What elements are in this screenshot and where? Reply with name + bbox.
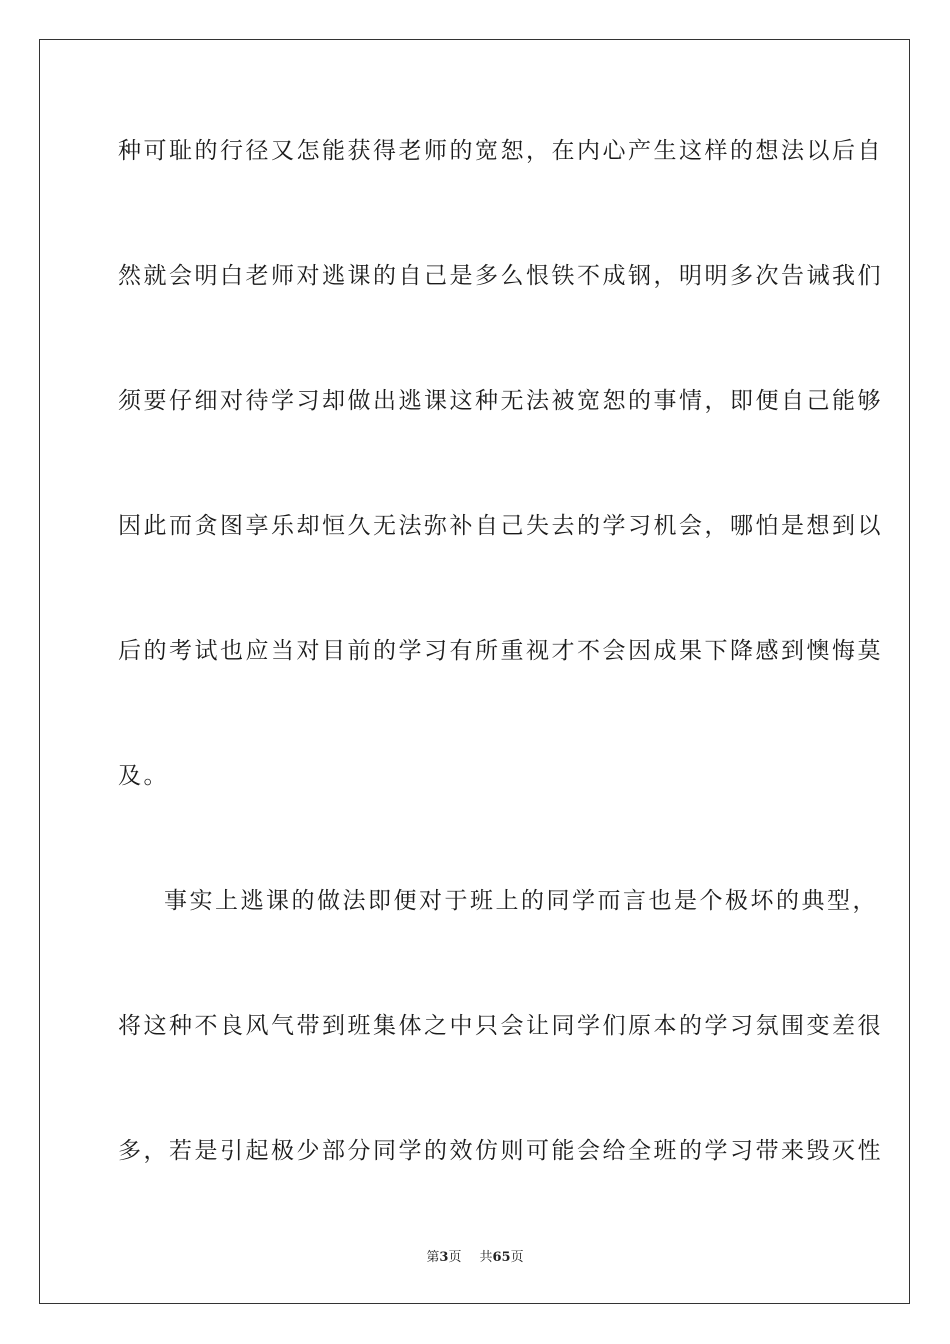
total-pages: 65 <box>492 1250 511 1265</box>
body-text-line: 须要仔细对待学习却做出逃课这种无法被宽恕的事情，即便自己能够 <box>118 388 883 414</box>
body-text-line: 将这种不良风气带到班集体之中只会让同学们原本的学习氛围变差很 <box>118 1013 883 1039</box>
body-text-line: 然就会明白老师对逃课的自己是多么恨铁不成钢，明明多次告诫我们 <box>118 263 883 289</box>
total-prefix: 共 <box>479 1250 493 1265</box>
page-footer <box>0 1246 950 1265</box>
page-suffix: 页 <box>448 1250 462 1265</box>
body-text-line: 后的考试也应当对目前的学习有所重视才不会因成果下降感到懊悔莫 <box>118 638 883 664</box>
paragraph-first-line: 事实上逃课的做法即便对于班上的同学而言也是个极坏的典型， <box>164 888 878 914</box>
page-number: 3 <box>439 1250 449 1265</box>
body-text-line: 多，若是引起极少部分同学的效仿则可能会给全班的学习带来毁灭性 <box>118 1138 883 1164</box>
body-text-line: 及。 <box>118 763 169 789</box>
body-text-line: 因此而贪图享乐却恒久无法弥补自己失去的学习机会，哪怕是想到以 <box>118 513 883 539</box>
total-suffix: 页 <box>510 1250 524 1265</box>
body-text-line: 种可耻的行径又怎能获得老师的宽恕，在内心产生这样的想法以后自 <box>118 138 883 164</box>
page-border <box>39 39 910 1304</box>
page-prefix: 第 <box>426 1250 440 1265</box>
